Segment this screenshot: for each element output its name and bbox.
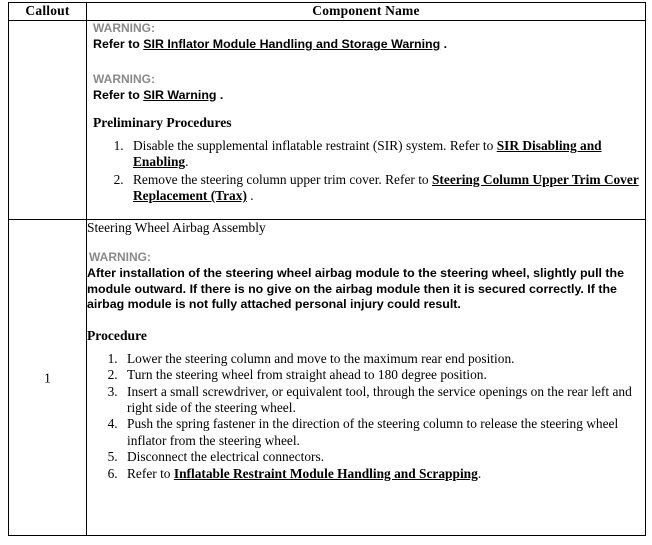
list-item (127, 172, 645, 205)
preliminary-procedures-list (93, 138, 645, 205)
warning-refer-prefix: Refer to (93, 37, 144, 51)
xref-link-sir-inflator-module-handling-and-storage-warning[interactable]: SIR Inflator Module Handling and Storage Warning (143, 37, 441, 51)
warning-label: WARNING: (93, 21, 155, 35)
step-text: Insert a small screwdriver, or equivalent tool, through the service openings on the rear left and right side of the steering wheel. (127, 383, 632, 415)
spacer (87, 313, 645, 328)
xref-link-sir-disabling-and-enabling[interactable]: SIR Disabling and Enabling (133, 138, 602, 170)
xref-link-inflatable-restraint-module-handling-and-scrapping[interactable]: Inflatable Restraint Module Handling and Scrapping (173, 465, 478, 481)
step-text: Disable the supplemental inflatable restraint (SIR) system. Refer to (133, 138, 497, 153)
callout-number-cell (9, 21, 87, 220)
component-title: Steering Wheel Airbag Assembly (87, 220, 266, 235)
step-suffix: . (477, 465, 482, 481)
step-text: Lower the steering column and move to the maximum rear end position. (127, 350, 515, 366)
list-item (121, 384, 645, 417)
step-text: Push the spring fastener in the direction of the steering column to release the steering wheel inflator from the steering wheel. (127, 416, 619, 448)
warning-label: WARNING: (89, 250, 151, 264)
step-text: Turn the steering wheel from straight ahead to 180 degree position. (127, 367, 487, 383)
table-row (9, 220, 646, 536)
preliminary-procedures-heading: Preliminary Procedures (93, 115, 232, 130)
table-header (9, 3, 646, 21)
list-item (121, 449, 645, 465)
table-header-row (9, 3, 646, 21)
warning-refer-prefix: Refer to (93, 87, 144, 102)
clipped-top-row (8, 0, 646, 1)
step-text: Remove the steering column upper trim cover. Refer to (133, 171, 432, 187)
warning-refer-line (93, 37, 645, 53)
list-item (121, 416, 645, 449)
table-row (9, 21, 646, 220)
step-suffix: . (185, 154, 189, 170)
warning-refer-suffix: . (216, 87, 224, 102)
xref-link-steering-column-upper-trim-cover-replacement[interactable]: Steering Column Upper Trim Cover Replacement (Trax) (133, 171, 639, 204)
callout-number-cell (9, 220, 87, 536)
xref-link-sir-warning[interactable]: SIR Warning (143, 87, 217, 102)
column-header-component-name: Component Name (87, 3, 646, 21)
column-header-callout: Callout (9, 3, 87, 21)
list-item (121, 466, 645, 482)
warning-text: After installation of the steering wheel airbag module to the steering wheel, slightly pull the module outward. If there is no give on the airbag module then it is secured correctly. If the airbag module is not fully attached personal injury could result. (87, 266, 625, 312)
table-body (9, 21, 646, 536)
warning-refer-suffix: . (440, 37, 448, 51)
warning-block-1 (93, 21, 645, 53)
warning-label: WARNING: (93, 71, 155, 86)
procedure-list (87, 351, 645, 482)
step-text: Disconnect the electrical connectors. (127, 449, 325, 465)
procedure-heading: Procedure (87, 327, 147, 343)
list-item (121, 351, 645, 367)
spacer (87, 236, 645, 250)
list-item (121, 367, 645, 383)
component-detail-cell (87, 220, 646, 536)
warning-block-2 (93, 72, 645, 104)
step-suffix: . (246, 188, 254, 204)
warnings-and-preliminary-cell (87, 21, 646, 220)
list-item (127, 138, 645, 171)
callout-number: 1 (44, 369, 51, 385)
component-callout-table (8, 2, 646, 536)
warning-spacer (93, 53, 645, 72)
section-spacer (93, 103, 645, 115)
warning-refer-line (93, 88, 645, 104)
step-text: Refer to (127, 465, 174, 481)
